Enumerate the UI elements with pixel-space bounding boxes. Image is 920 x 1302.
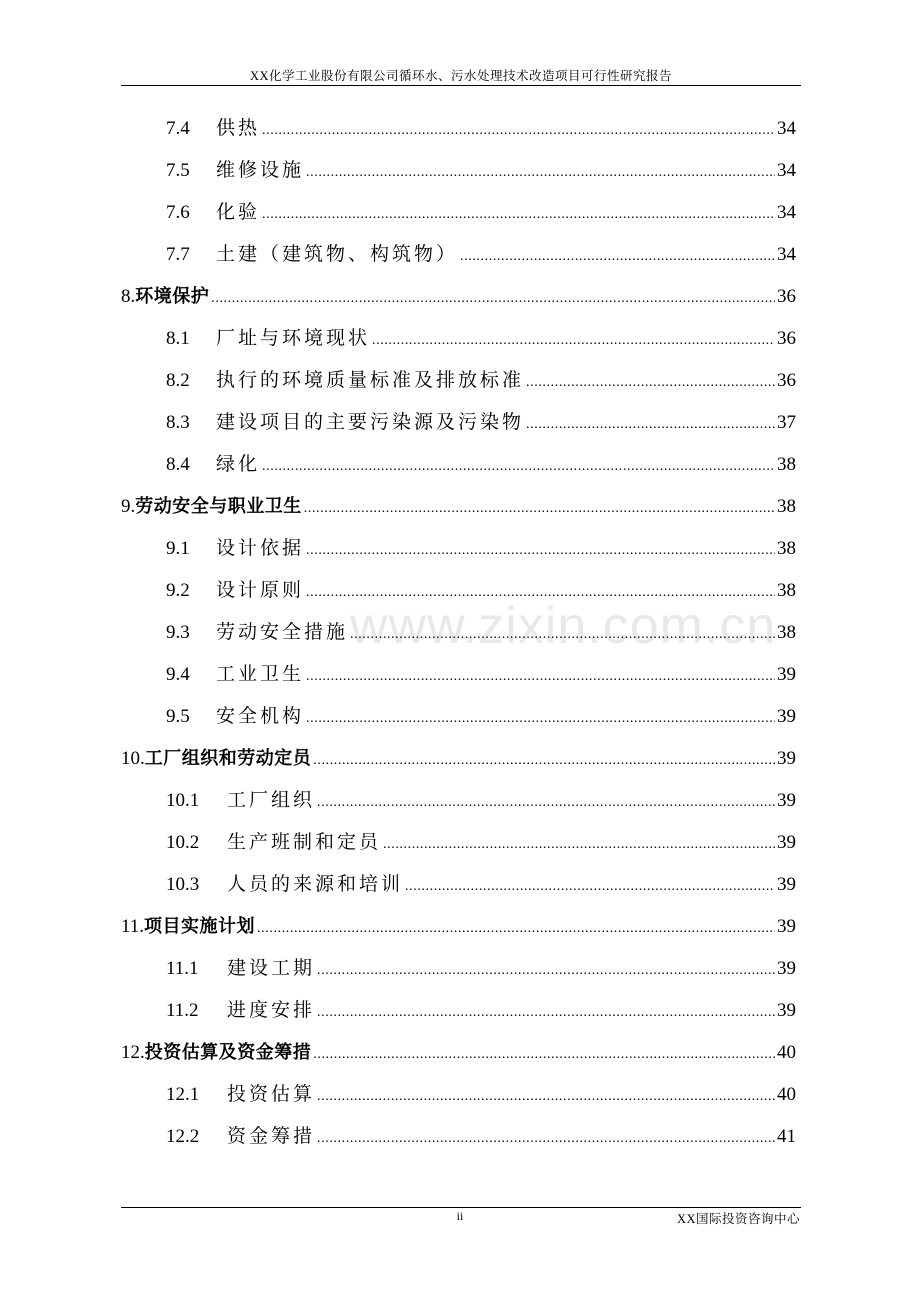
- toc-dot-leader: [526, 372, 775, 392]
- toc-entry-number: 8.4: [166, 454, 190, 475]
- toc-entry-title: 工厂组织: [227, 790, 316, 811]
- toc-section-entry[interactable]: [166, 702, 796, 728]
- toc-entry-number: 7.4: [166, 118, 190, 139]
- toc-section-entry[interactable]: [166, 240, 796, 266]
- toc-entry-page: 34: [777, 244, 796, 265]
- toc-entry-title: 供热: [216, 118, 261, 139]
- toc-entry-number: 7.5: [166, 160, 190, 181]
- toc-entry-number: 10.3: [166, 874, 200, 895]
- toc-entry-page: 38: [777, 580, 796, 601]
- toc-section-entry[interactable]: [166, 408, 796, 434]
- toc-entry-page: 36: [777, 286, 796, 307]
- toc-entry-title: 项目实施计划: [144, 916, 256, 937]
- toc-section-entry[interactable]: [166, 954, 796, 980]
- toc-dot-leader: [262, 204, 775, 224]
- toc-chapter-entry[interactable]: [121, 744, 796, 770]
- toc-section-entry[interactable]: [166, 1122, 796, 1148]
- toc-chapter-entry[interactable]: [121, 282, 796, 308]
- toc-section-entry[interactable]: [166, 1080, 796, 1106]
- toc-section-entry[interactable]: [166, 366, 796, 392]
- toc-section-entry[interactable]: [166, 828, 796, 854]
- toc-dot-leader: [313, 750, 775, 770]
- toc-entry-page: 40: [777, 1042, 796, 1063]
- toc-entry-title: 厂址与环境现状: [216, 328, 371, 349]
- toc-dot-leader: [317, 1002, 775, 1022]
- toc-entry-title: 安全机构: [216, 706, 305, 727]
- toc-entry-page: 37: [777, 412, 796, 433]
- toc-entry-page: 39: [777, 832, 796, 853]
- toc-entry-title: 工业卫生: [216, 664, 305, 685]
- toc-entry-number: 9.: [121, 496, 136, 517]
- toc-dot-leader: [306, 582, 775, 602]
- toc-section-entry[interactable]: [166, 576, 796, 602]
- toc-section-entry[interactable]: [166, 786, 796, 812]
- toc-entry-title: 执行的环境质量标准及排放标准: [216, 370, 525, 391]
- toc-dot-leader: [306, 162, 775, 182]
- toc-entry-page: 38: [777, 622, 796, 643]
- toc-section-entry[interactable]: [166, 996, 796, 1022]
- toc-entry-title: 环境保护: [135, 286, 210, 307]
- toc-entry-page: 38: [777, 538, 796, 559]
- toc-entry-number: 10.1: [166, 790, 200, 811]
- toc-section-entry[interactable]: [166, 114, 796, 140]
- toc-entry-page: 38: [777, 454, 796, 475]
- toc-entry-page: 39: [777, 706, 796, 727]
- toc-dot-leader: [257, 918, 775, 938]
- running-header: XX化学工业股份有限公司循环水、污水处理技术改造项目可行性研究报告: [249, 69, 673, 83]
- toc-entry-page: 40: [777, 1084, 796, 1105]
- toc-dot-leader: [306, 666, 775, 686]
- toc-entry-page: 39: [777, 1000, 796, 1021]
- toc-chapter-entry[interactable]: [121, 492, 796, 518]
- toc-section-entry[interactable]: [166, 618, 796, 644]
- toc-entry-title: 维修设施: [216, 160, 305, 181]
- toc-entry-number: 9.3: [166, 622, 190, 643]
- toc-entry-number: 8.: [121, 286, 136, 307]
- toc-entry-page: 36: [777, 328, 796, 349]
- toc-entry-number: 12.1: [166, 1084, 200, 1105]
- toc-entry-title: 绿化: [216, 454, 261, 475]
- header-rule: [121, 85, 801, 86]
- toc-entry-title: 投资估算: [227, 1084, 316, 1105]
- toc-entry-page: 39: [777, 916, 796, 937]
- toc-entry-title: 生产班制和定员: [227, 832, 382, 853]
- footer-page-number: ii: [456, 1209, 464, 1223]
- toc-entry-title: 设计依据: [216, 538, 305, 559]
- toc-dot-leader: [317, 792, 775, 812]
- toc-entry-page: 34: [777, 118, 796, 139]
- toc-entry-number: 11.2: [166, 1000, 199, 1021]
- toc-entry-number: 9.4: [166, 664, 190, 685]
- toc-dot-leader: [313, 1044, 775, 1064]
- toc-entry-number: 11.1: [166, 958, 199, 979]
- toc-chapter-entry[interactable]: [121, 912, 796, 938]
- toc-dot-leader: [304, 498, 775, 518]
- toc-dot-leader: [317, 1086, 775, 1106]
- toc-entry-title: 工厂组织和劳动定员: [144, 748, 312, 769]
- toc-entry-number: 9.1: [166, 538, 190, 559]
- toc-entry-number: 7.7: [166, 244, 190, 265]
- footer-organization: XX国际投资咨询中心: [676, 1212, 800, 1226]
- toc-entry-number: 12.2: [166, 1126, 200, 1147]
- toc-entry-number: 9.2: [166, 580, 190, 601]
- toc-dot-leader: [306, 540, 775, 560]
- toc-entry-page: 39: [777, 790, 796, 811]
- watermark: www.zixin.com.cn: [350, 597, 777, 655]
- toc-chapter-entry[interactable]: [121, 1038, 796, 1064]
- toc-entry-page: 34: [777, 202, 796, 223]
- toc-section-entry[interactable]: [166, 324, 796, 350]
- toc-dot-leader: [383, 834, 775, 854]
- toc-entry-number: 8.2: [166, 370, 190, 391]
- toc-entry-number: 9.5: [166, 706, 190, 727]
- toc-entry-title: 资金筹措: [227, 1126, 316, 1147]
- toc-dot-leader: [526, 414, 775, 434]
- toc-dot-leader: [317, 1128, 775, 1148]
- toc-entry-title: 设计原则: [216, 580, 305, 601]
- toc-entry-title: 进度安排: [227, 1000, 316, 1021]
- toc-dot-leader: [405, 876, 775, 896]
- toc-entry-page: 39: [777, 958, 796, 979]
- toc-entry-title: 建设工期: [227, 958, 316, 979]
- toc-dot-leader: [262, 456, 775, 476]
- toc-entry-title: 人员的来源和培训: [227, 874, 404, 895]
- toc-dot-leader: [460, 246, 775, 266]
- toc-entry-page: 39: [777, 748, 796, 769]
- toc-entry-page: 36: [777, 370, 796, 391]
- toc-entry-number: 12.: [121, 1042, 145, 1063]
- toc-entry-title: 投资估算及资金筹措: [144, 1042, 312, 1063]
- toc-section-entry[interactable]: [166, 450, 796, 476]
- toc-entry-number: 7.6: [166, 202, 190, 223]
- toc-entry-title: 化验: [216, 202, 261, 223]
- toc-section-entry[interactable]: [166, 198, 796, 224]
- toc-entry-title: 劳动安全与职业卫生: [135, 496, 302, 517]
- toc-section-entry[interactable]: [166, 660, 796, 686]
- toc-entry-number: 8.1: [166, 328, 190, 349]
- toc-section-entry[interactable]: [166, 534, 796, 560]
- toc-dot-leader: [372, 330, 775, 350]
- toc-entry-page: 41: [777, 1126, 796, 1147]
- toc-entry-number: 8.3: [166, 412, 190, 433]
- toc-entry-title: 劳动安全措施: [216, 622, 349, 643]
- toc-section-entry[interactable]: [166, 870, 796, 896]
- toc-dot-leader: [317, 960, 775, 980]
- toc-dot-leader: [350, 624, 775, 644]
- toc-entry-number: 10.: [121, 748, 145, 769]
- footer-rule: [121, 1207, 801, 1208]
- toc-entry-number: 11.: [121, 916, 145, 937]
- toc-entry-page: 38: [777, 496, 796, 517]
- toc-entry-title: 建设项目的主要污染源及污染物: [216, 412, 525, 433]
- toc-entry-page: 39: [777, 874, 796, 895]
- toc-dot-leader: [211, 288, 775, 308]
- toc-dot-leader: [306, 708, 775, 728]
- toc-section-entry[interactable]: [166, 156, 796, 182]
- toc-dot-leader: [262, 120, 775, 140]
- toc-entry-page: 39: [777, 664, 796, 685]
- toc-entry-page: 34: [777, 160, 796, 181]
- toc-entry-number: 10.2: [166, 832, 200, 853]
- toc-entry-title: 土建（建筑物、构筑物）: [216, 244, 459, 265]
